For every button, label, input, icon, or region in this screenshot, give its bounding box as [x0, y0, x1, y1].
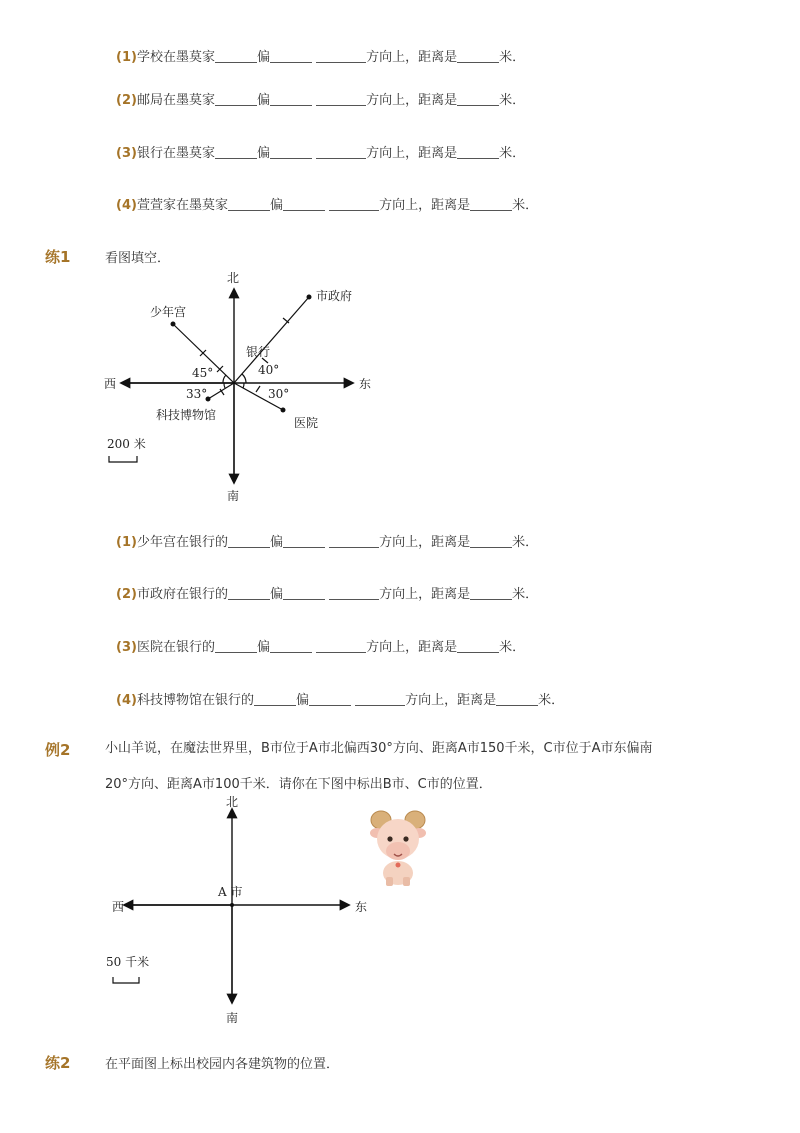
answer-blank[interactable]	[329, 586, 379, 600]
point-yiyuan	[281, 408, 286, 413]
angle-arc	[243, 383, 244, 388]
question-tail: 方向上，距离是	[366, 93, 458, 108]
label-angle-40: 40°	[258, 363, 280, 377]
question-unit: 米．	[499, 93, 526, 108]
question-unit: 米．	[512, 535, 539, 550]
question-pian: 偏	[256, 640, 270, 655]
label-angle-30: 30°	[268, 387, 290, 401]
label-west: 西	[104, 377, 117, 391]
question-p1-2	[116, 583, 538, 602]
question-pian: 偏	[269, 198, 283, 213]
label-angle-45: 45°	[192, 366, 214, 380]
answer-blank[interactable]	[283, 586, 325, 600]
question-subject: 学校在墨莫家	[136, 50, 215, 65]
answer-blank[interactable]	[329, 534, 379, 548]
question-tail: 方向上，距离是	[379, 198, 471, 213]
question-unit: 米．	[499, 146, 526, 161]
question-subject: 银行在墨莫家	[136, 146, 215, 161]
section-instruction: 看图填空．	[105, 251, 171, 266]
label-shaoniangong: 少年宫	[150, 305, 187, 319]
label-yinhang: 银行	[246, 345, 271, 359]
section-tag-practice2: 练2	[45, 1054, 71, 1072]
scale-bar-2	[113, 977, 139, 983]
question-number: (4)	[116, 693, 137, 708]
scale-bar-1	[109, 456, 137, 462]
question-unit: 米．	[538, 693, 565, 708]
label-keji: 科技博物馆	[156, 408, 217, 422]
example2-line2: 20°方向、距离A市100千米．请你在下图中标出B市、C市的位置．	[105, 777, 492, 792]
question-subject: 少年宫在银行的	[136, 535, 228, 550]
example2-text	[105, 731, 725, 803]
question-number: (1)	[116, 50, 137, 65]
label-east: 东	[359, 377, 372, 391]
question-number: (4)	[116, 198, 137, 213]
answer-blank[interactable]	[228, 586, 270, 600]
label-city-a: A 市	[218, 885, 243, 899]
answer-blank[interactable]	[470, 534, 512, 548]
question-subject: 邮局在墨莫家	[136, 93, 215, 108]
answer-blank[interactable]	[254, 692, 296, 706]
question-tail: 方向上，距离是	[366, 146, 458, 161]
answer-blank[interactable]	[316, 639, 366, 653]
angle-arc	[242, 374, 246, 383]
answer-blank[interactable]	[470, 586, 512, 600]
answer-blank[interactable]	[355, 692, 405, 706]
question-pian: 偏	[256, 50, 270, 65]
answer-blank[interactable]	[283, 534, 325, 548]
question-pian: 偏	[269, 587, 283, 602]
question-tail: 方向上，距离是	[405, 693, 497, 708]
question-subject: 市政府在银行的	[136, 587, 228, 602]
practice2-instruction: 在平面图上标出校园内各建筑物的位置．	[105, 1057, 340, 1072]
label-shizhengfu: 市政府	[316, 289, 353, 303]
label-north: 北	[227, 271, 240, 285]
answer-blank[interactable]	[457, 639, 499, 653]
point-shizhengfu	[307, 295, 312, 300]
point-city-a	[230, 903, 234, 907]
label-south-2: 南	[226, 1011, 239, 1025]
label-north-2: 北	[226, 795, 239, 809]
question-number: (3)	[116, 146, 137, 161]
label-yiyuan: 医院	[294, 416, 319, 430]
question-pian: 偏	[256, 93, 270, 108]
question-tail: 方向上，距离是	[379, 587, 471, 602]
question-p1-4	[116, 689, 564, 708]
question-p1-3	[116, 636, 525, 655]
label-scale-2: 50 千米	[106, 955, 150, 969]
question-pian: 偏	[256, 146, 270, 161]
answer-blank[interactable]	[270, 639, 312, 653]
question-tail: 方向上，距离是	[366, 640, 458, 655]
section-tag-example2: 例2	[45, 741, 71, 759]
question-unit: 米．	[499, 50, 526, 65]
question-subject: 萱萱家在墨莫家	[136, 198, 228, 213]
question-subject: 医院在银行的	[136, 640, 215, 655]
tick-mark	[256, 386, 260, 392]
question-unit: 米．	[512, 198, 539, 213]
section-tag-practice1: 练1	[45, 248, 71, 266]
question-pian: 偏	[269, 535, 283, 550]
label-scale-1: 200 米	[107, 437, 146, 451]
answer-blank[interactable]	[496, 692, 538, 706]
question-tail: 方向上，距离是	[379, 535, 471, 550]
question-number: (2)	[116, 93, 137, 108]
answer-blank[interactable]	[215, 639, 257, 653]
answer-blank[interactable]	[228, 534, 270, 548]
angle-arc	[223, 375, 226, 383]
question-pian: 偏	[295, 693, 309, 708]
label-angle-33: 33°	[186, 387, 208, 401]
question-number: (3)	[116, 640, 137, 655]
question-unit: 米．	[512, 587, 539, 602]
question-p1-1	[116, 531, 538, 550]
question-tail: 方向上，距离是	[366, 50, 458, 65]
question-unit: 米．	[499, 640, 526, 655]
question-number: (1)	[116, 535, 137, 550]
axes-2	[125, 810, 348, 1002]
question-number: (2)	[116, 587, 137, 602]
answer-blank[interactable]	[309, 692, 351, 706]
label-west-2: 西	[112, 900, 125, 914]
question-subject: 科技博物馆在银行的	[136, 693, 254, 708]
point-shaoniangong	[171, 322, 176, 327]
goat-illustration	[370, 811, 426, 886]
example2-line1: 小山羊说，在魔法世界里，B市位于A市北偏西30°方向、距离A市150千米，C市位于A市东偏南	[105, 741, 653, 756]
angle-arc	[224, 383, 225, 388]
label-east-2: 东	[355, 900, 368, 914]
label-south: 南	[227, 489, 240, 503]
